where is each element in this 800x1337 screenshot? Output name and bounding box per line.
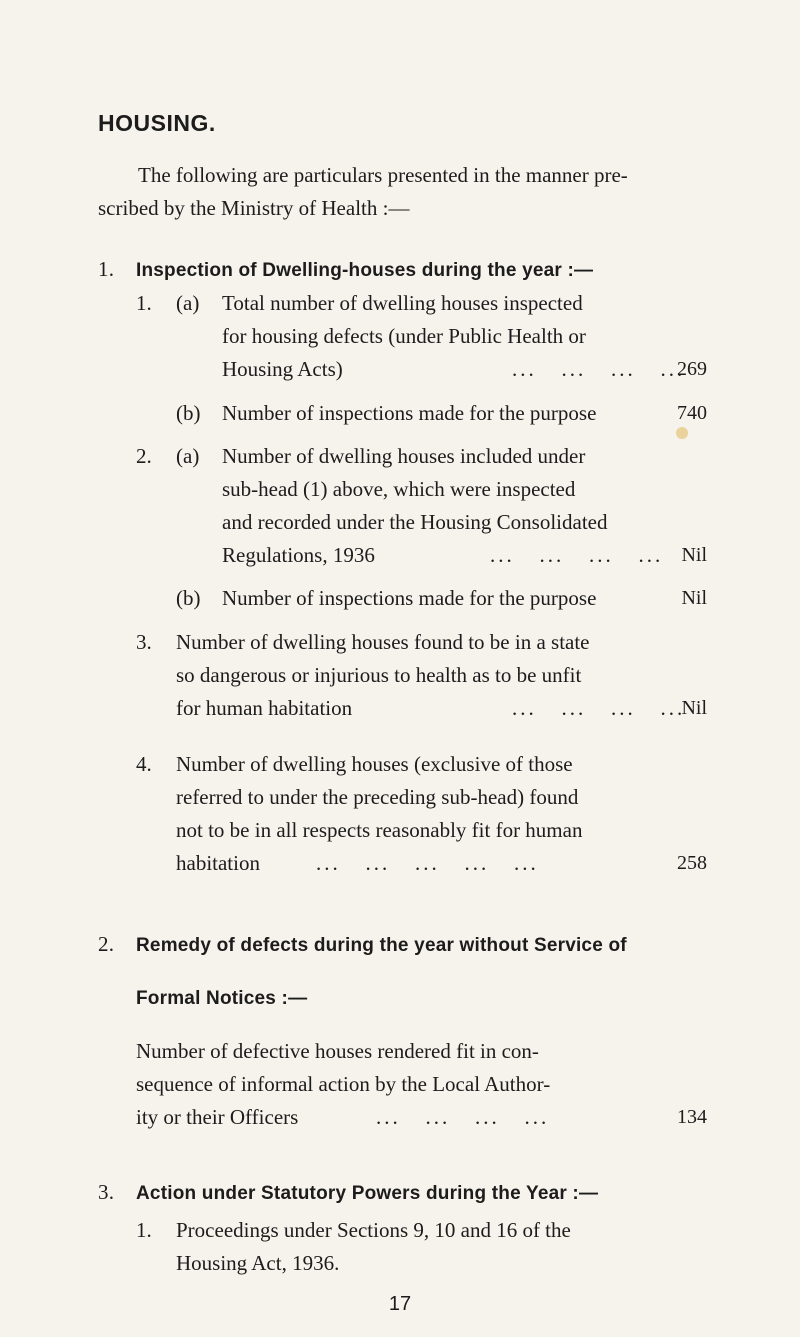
item-1-4-line-text: habitation (176, 851, 260, 875)
leader-dots: ... ... ... ... (512, 357, 686, 381)
item-1-2a-line: and recorded under the Housing Consolidated (222, 510, 608, 534)
item-1-3-line: Number of dwelling houses found to be in a state (176, 630, 590, 654)
section-3-number: 3. (98, 1180, 115, 1204)
section-2-number: 2. (98, 932, 115, 956)
item-1-2a-value: Nil (681, 544, 707, 566)
item-1-2-number: 2. (136, 444, 152, 468)
section-2-value: 134 (677, 1106, 707, 1128)
item-1-3-value: Nil (681, 697, 707, 719)
section-2-heading (98, 932, 627, 957)
item-3-1-line: Housing Act, 1936. (176, 1251, 340, 1275)
section-2-text (136, 1035, 550, 1134)
section-2-line (136, 1101, 550, 1134)
item-1-2a-text (222, 440, 664, 572)
item-1-4-line: not to be in all respects reasonably fit for human (176, 818, 583, 842)
item-1-4-text (176, 748, 582, 880)
intro-line-2: scribed by the Ministry of Health :— (98, 196, 410, 220)
item-1-3-line: so dangerous or injurious to health as to be unfit (176, 663, 582, 687)
section-2-line-text: ity or their Officers (136, 1105, 299, 1129)
item-1-3-text (176, 626, 686, 725)
item-1-2b-text: Number of inspections made for the purpose (222, 586, 597, 610)
item-3-1-line: Proceedings under Sections 9, 10 and 16 of the (176, 1218, 571, 1242)
item-1-4-line: Number of dwelling houses (exclusive of those (176, 752, 573, 776)
section-2-line: sequence of informal action by the Local Author- (136, 1072, 551, 1096)
item-1-1a-value: 269 (677, 358, 707, 380)
item-1-2b-label: (b) (176, 586, 201, 610)
item-1-1a-line-text: Housing Acts) (222, 357, 343, 381)
section-3-heading (98, 1180, 598, 1205)
item-1-2b-value: Nil (681, 587, 707, 609)
item-1-2a-line: Number of dwelling houses included under (222, 444, 586, 468)
item-1-1b-label: (b) (176, 401, 201, 425)
section-2-heading-text: Remedy of defects during the year without Service of (136, 935, 627, 956)
intro-paragraph (98, 159, 708, 225)
section-3-heading-text: Action under Statutory Powers during the Year :— (136, 1183, 599, 1204)
item-1-1a-label: (a) (176, 291, 200, 315)
item-1-3-number: 3. (136, 630, 152, 654)
item-1-1a-text (222, 287, 686, 386)
section-1-heading (98, 257, 593, 282)
leader-dots: ... ... ... ... (512, 696, 686, 720)
item-1-3-line-text: for human habitation (176, 696, 353, 720)
item-1-1a-line (222, 353, 686, 386)
section-2-heading-cont: Formal Notices :— (136, 988, 308, 1009)
item-1-4-value: 258 (677, 852, 707, 874)
intro-line-1: The following are particulars presented in the manner pre- (138, 163, 628, 187)
leader-dots: ... ... ... ... (376, 1105, 550, 1129)
item-1-1a-line: Total number of dwelling houses inspected (222, 291, 583, 315)
item-1-1b-value: 740 (677, 402, 707, 424)
item-1-2a-label: (a) (176, 444, 200, 468)
section-1-heading-text: Inspection of Dwelling-houses during the year :— (136, 260, 594, 281)
item-1-3-line (176, 692, 686, 725)
section-1-number: 1. (98, 257, 115, 281)
item-1-1a-line: for housing defects (under Public Health or (222, 324, 586, 348)
paper-stain (676, 427, 688, 439)
item-1-4-line: referred to under the preceding sub-head) found (176, 785, 579, 809)
item-1-4-line (176, 847, 582, 880)
item-1-4-number: 4. (136, 752, 152, 776)
item-1-1-number: 1. (136, 291, 152, 315)
leader-dots: ... ... ... ... ... (316, 851, 539, 875)
item-3-1-number: 1. (136, 1218, 152, 1242)
item-1-1b-text: Number of inspections made for the purpose (222, 401, 597, 425)
page-title: HOUSING. (98, 110, 216, 136)
item-1-2a-line-text: Regulations, 1936 (222, 543, 375, 567)
leader-dots: ... ... ... ... (490, 543, 664, 567)
item-1-2a-line: sub-head (1) above, which were inspected (222, 477, 576, 501)
item-1-2a-line (222, 539, 664, 572)
item-3-1-text (176, 1214, 571, 1280)
section-2-line: Number of defective houses rendered fit in con- (136, 1039, 539, 1063)
page-number: 17 (388, 1293, 412, 1315)
